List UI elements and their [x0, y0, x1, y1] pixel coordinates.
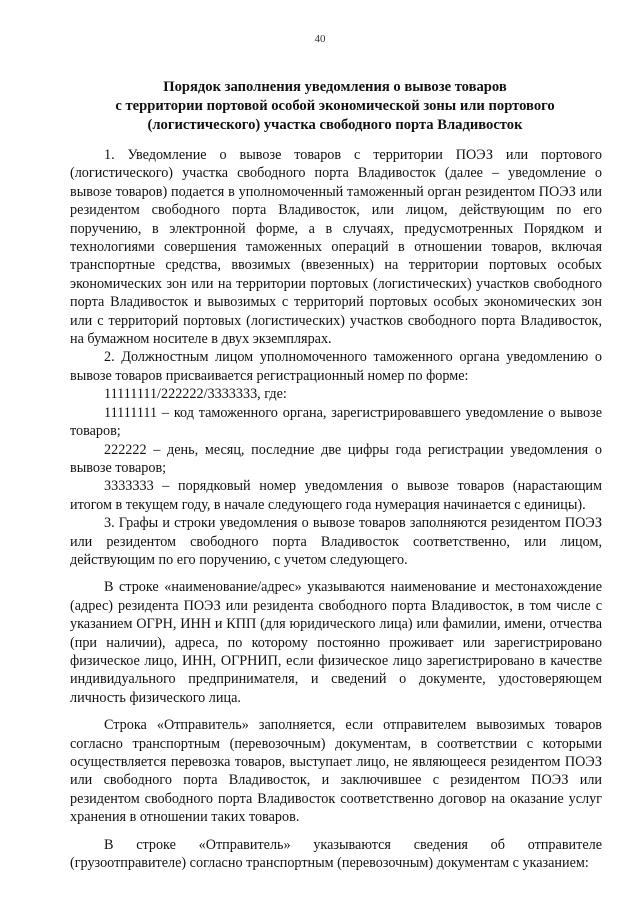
paragraph-sender-details: В строке «Отправитель» указываются сведения об отправителе (грузоотправителе) согласно транспортным (перевозочным) документам с указанием:	[70, 836, 602, 872]
paragraph-name-address: В строке «наименование/адрес» указываются наименование и местонахождение (адрес) резидента ПОЭЗ или резидента свободного порта Владивосток, в том числе с указанием ОГРН, ИНН и КПП (для юридического лица) или фамилии, имени, отчества (при наличии), адреса, по которому постоянно проживает или зарегистрировано физическое лицо, ИНН, ОГРНИП, если физическое лицо зарегистрировано в качестве индивидуального предпринимателя, и сведений о документе, удостоверяющем личность физического лица.	[70, 579, 602, 706]
paragraph-customs-code: 11111111 – код таможенного органа, зарегистрировавшего уведомление о вывозе товаров;	[70, 404, 602, 440]
paragraph-serial-number: 3333333 – порядковый номер уведомления о вывозе товаров (нарастающим итогом в текущем году, в начале следующего года нумерация начинается с единицы).	[70, 478, 602, 513]
paragraph-number-format: 11111111/222222/3333333, где:	[104, 386, 287, 403]
title-line-2: с территории портовой особой экономической зоны или портового	[115, 98, 555, 114]
paragraph-2: 2. Должностным лицом уполномоченного таможенного органа уведомлению о вывозе товаров присваивается регистрационный номер по форме:	[70, 349, 602, 384]
page-number: 40	[314, 33, 326, 45]
title-line-3: (логистического) участка свободного порта Владивосток	[147, 117, 523, 133]
paragraph-sender-row: Строка «Отправитель» заполняется, если отправителем вывозимых товаров согласно транспортным (перевозочным) документам, в соответствии с которыми осуществляется перевозка товаров, выступает лицо, не являющееся резидентом ПОЭЗ или свободного порта Владивосток, и заключившее с резидентом ПОЭЗ или резидентом свободного порта Владивосток соответственно договор на оказание услуг хранения в отношении таких товаров.	[70, 717, 602, 826]
paragraph-3: 3. Графы и строки уведомления о вывозе товаров заполняются резидентом ПОЭЗ или резидентом свободного порта Владивосток соответственно, или лицом, действующим по его поручению, с учетом следующего.	[70, 515, 602, 568]
document-body	[70, 146, 602, 872]
paragraph-registration-date: 222222 – день, месяц, последние две цифры года регистрации уведомления о вывозе товаров;	[70, 441, 602, 476]
paragraph-1: 1. Уведомление о вывозе товаров с территории ПОЭЗ или портового (логистического) участка свободного порта Владивосток (далее – уведомление о вывозе товаров) подается в уполномоченный таможенный орган резидентом ПОЭЗ или резидентом свободного порта Владивосток, или лицом, действующим по его поручению, в электронной форме, а в случаях, предусмотренных Порядком и технологиями совершения таможенных операций в отношении товаров, включая транспортные средства, ввозимых (ввезенных) на территории портовых особых экономических зон или на территории портовых (логистических) участков свободного порта Владивосток и вывозимых с территорий портовых особых экономических зон или с территорий портовых (логистических) участков свободного порта Владивосток, на бумажном носителе в двух экземплярах.	[70, 147, 602, 348]
title-line-1: Порядок заполнения уведомления о вывозе товаров	[163, 79, 507, 95]
document-title	[70, 78, 600, 135]
